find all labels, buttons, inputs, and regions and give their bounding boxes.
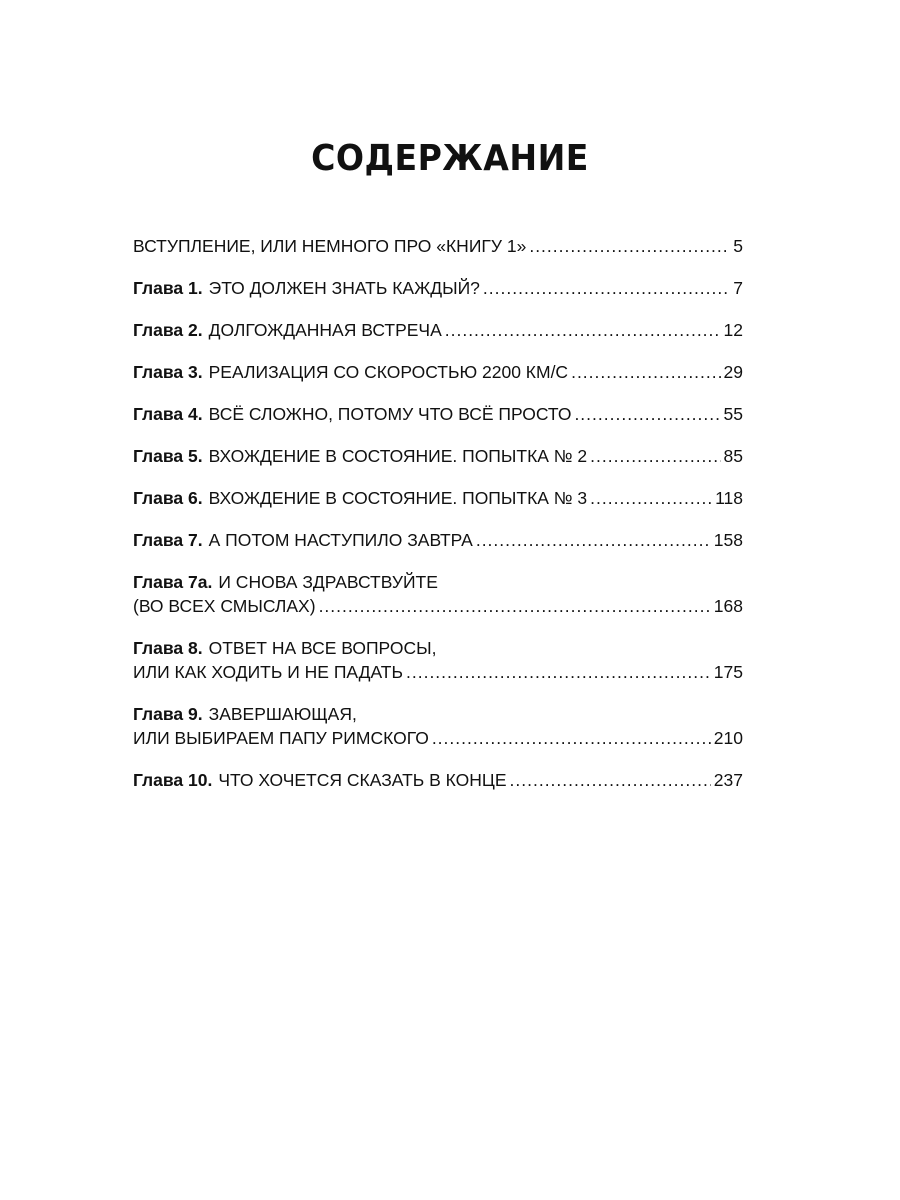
toc-entry-line [133, 318, 743, 342]
chapter-title: ВСТУПЛЕНИЕ, ИЛИ НЕМНОГО ПРО «КНИГУ 1» [133, 236, 527, 256]
toc-entry [133, 768, 743, 792]
chapter-label: Глава 2. [133, 320, 203, 340]
page-number: 55 [723, 404, 743, 424]
toc-entry-line [133, 702, 743, 726]
chapter-title: РЕАЛИЗАЦИЯ СО СКОРОСТЬЮ 2200 КМ/С [208, 362, 569, 382]
dot-leader [590, 444, 720, 468]
dot-leader [510, 768, 711, 792]
chapter-title: ЗАВЕРШАЮЩАЯ, [208, 704, 357, 724]
chapter-title: ДОЛГОЖДАННАЯ ВСТРЕЧА [208, 320, 442, 340]
dot-leader [571, 360, 720, 384]
dot-leader [319, 594, 711, 618]
chapter-label: Глава 7а. [133, 572, 213, 592]
dot-leader [432, 726, 711, 750]
chapter-title: ЭТО ДОЛЖЕН ЗНАТЬ КАЖДЫЙ? [208, 278, 480, 298]
chapter-label: Глава 3. [133, 362, 203, 382]
page-number: 168 [713, 596, 743, 616]
page-number: 175 [713, 662, 743, 682]
chapter-label: Глава 6. [133, 488, 203, 508]
page-number: 237 [713, 770, 743, 790]
chapter-title: ОТВЕТ НА ВСЕ ВОПРОСЫ, [208, 638, 437, 658]
toc-entry-line [133, 594, 743, 618]
chapter-title: ИЛИ ВЫБИРАЕМ ПАПУ РИМСКОГО [133, 728, 429, 748]
toc-entry [133, 702, 743, 750]
toc-entry [133, 570, 743, 618]
page-number: 118 [715, 488, 743, 508]
toc-entry [133, 276, 743, 300]
dot-leader [406, 660, 711, 684]
toc-entry-line [133, 234, 743, 258]
dot-leader [590, 486, 712, 510]
toc-entry [133, 444, 743, 468]
toc-entry-line [133, 768, 743, 792]
page-title: СОДЕРЖАНИЕ [311, 138, 589, 179]
chapter-label: Глава 10. [133, 770, 213, 790]
toc-entry-line [133, 636, 743, 660]
toc-entry-line [133, 726, 743, 750]
toc-entry [133, 360, 743, 384]
page-number: 158 [713, 530, 743, 550]
chapter-title: ВСЁ СЛОЖНО, ПОТОМУ ЧТО ВСЁ ПРОСТО [208, 404, 572, 424]
chapter-label: Глава 7. [133, 530, 203, 550]
table-of-contents [133, 234, 743, 792]
chapter-title: И СНОВА ЗДРАВСТВУЙТЕ [218, 572, 438, 592]
page-number: 12 [723, 320, 743, 340]
toc-entry-line [133, 486, 743, 510]
chapter-label: Глава 5. [133, 446, 203, 466]
chapter-title: ВХОЖДЕНИЕ В СОСТОЯНИЕ. ПОПЫТКА № 2 [208, 446, 588, 466]
chapter-label: Глава 8. [133, 638, 203, 658]
page-number: 7 [733, 278, 743, 298]
toc-entry-line [133, 528, 743, 552]
toc-entry-line [133, 276, 743, 300]
toc-entry [133, 234, 743, 258]
chapter-label: Глава 9. [133, 704, 203, 724]
chapter-label: Глава 4. [133, 404, 203, 424]
page-number: 29 [723, 362, 743, 382]
toc-entry-line [133, 570, 743, 594]
dot-leader [476, 528, 711, 552]
toc-entry-line [133, 402, 743, 426]
page-number: 5 [733, 236, 743, 256]
chapter-title: А ПОТОМ НАСТУПИЛО ЗАВТРА [208, 530, 473, 550]
toc-entry [133, 318, 743, 342]
page-number: 85 [723, 446, 743, 466]
dot-leader [574, 402, 720, 426]
page-number: 210 [713, 728, 743, 748]
chapter-label: Глава 1. [133, 278, 203, 298]
dot-leader [445, 318, 721, 342]
chapter-title: ИЛИ КАК ХОДИТЬ И НЕ ПАДАТЬ [133, 662, 403, 682]
toc-entry-line [133, 660, 743, 684]
chapter-title: ВХОЖДЕНИЕ В СОСТОЯНИЕ. ПОПЫТКА № 3 [208, 488, 588, 508]
toc-entry [133, 486, 743, 510]
toc-entry-line [133, 360, 743, 384]
toc-entry-line [133, 444, 743, 468]
dot-leader [529, 234, 730, 258]
chapter-title: ЧТО ХОЧЕТСЯ СКАЗАТЬ В КОНЦЕ [218, 770, 507, 790]
toc-entry [133, 528, 743, 552]
toc-entry [133, 402, 743, 426]
dot-leader [483, 276, 730, 300]
toc-entry [133, 636, 743, 684]
chapter-title: (ВО ВСЕХ СМЫСЛАХ) [133, 596, 316, 616]
